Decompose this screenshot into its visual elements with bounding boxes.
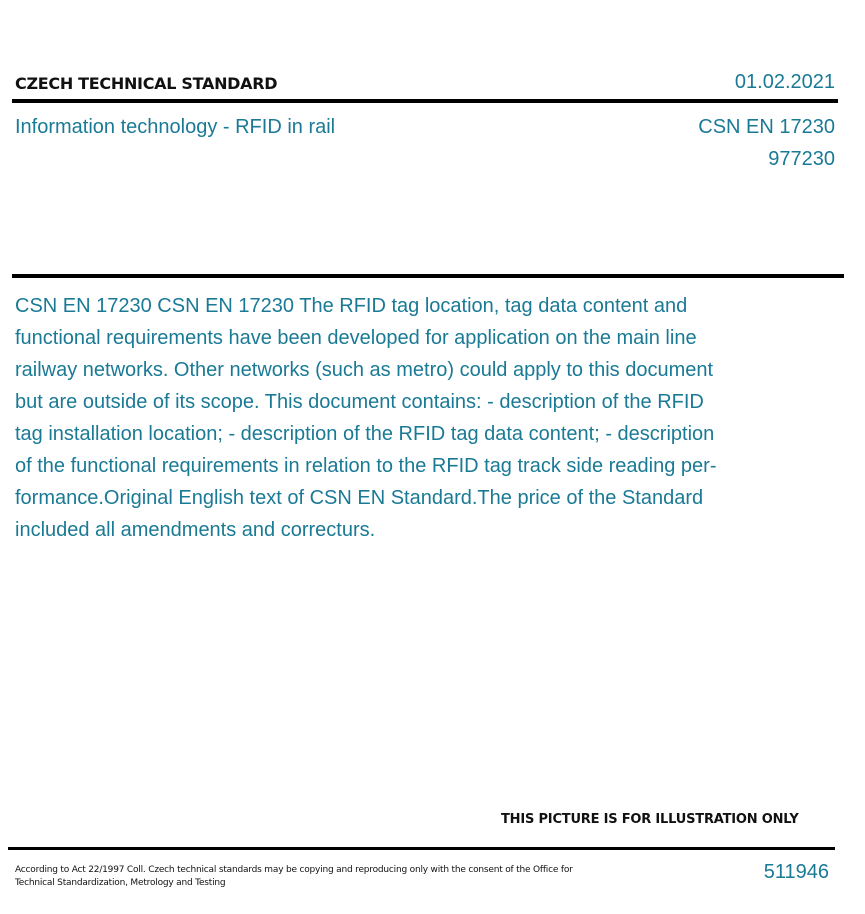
catalog-number: 511946 bbox=[763, 861, 829, 883]
section-divider bbox=[12, 274, 844, 278]
illustration-disclaimer: THIS PICTURE IS FOR ILLUSTRATION ONLY bbox=[501, 812, 799, 827]
header-divider bbox=[12, 99, 838, 103]
footer-divider bbox=[8, 847, 835, 850]
publication-date: 01.02.2021 bbox=[734, 71, 835, 93]
document-type-label: CZECH TECHNICAL STANDARD bbox=[15, 74, 278, 93]
abstract-text: CSN EN 17230 CSN EN 17230 The RFID tag location, tag data content and functional requirements have been developed for application on the main line railway networks. Other networks (such as metro) could apply to this document but are outside of its scope. This document contains: - description of the RFID tag installation location; - description of the RFID tag data content; - description of the functional requirements in relation to the RFID tag track side reading per-formance.Original English text of CSN EN Standard.The price of the Standard included all amendments and correcturs. bbox=[15, 295, 717, 541]
standard-title: Information technology - RFID in rail bbox=[15, 116, 336, 138]
legal-notice: According to Act 22/1997 Coll. Czech technical standards may be copying and reproducing only with the consent of the Office for Technical Standardization, Metrology and Testing bbox=[15, 865, 573, 888]
standard-number: CSN EN 17230 bbox=[698, 116, 835, 138]
classification-number: 977230 bbox=[768, 148, 835, 170]
